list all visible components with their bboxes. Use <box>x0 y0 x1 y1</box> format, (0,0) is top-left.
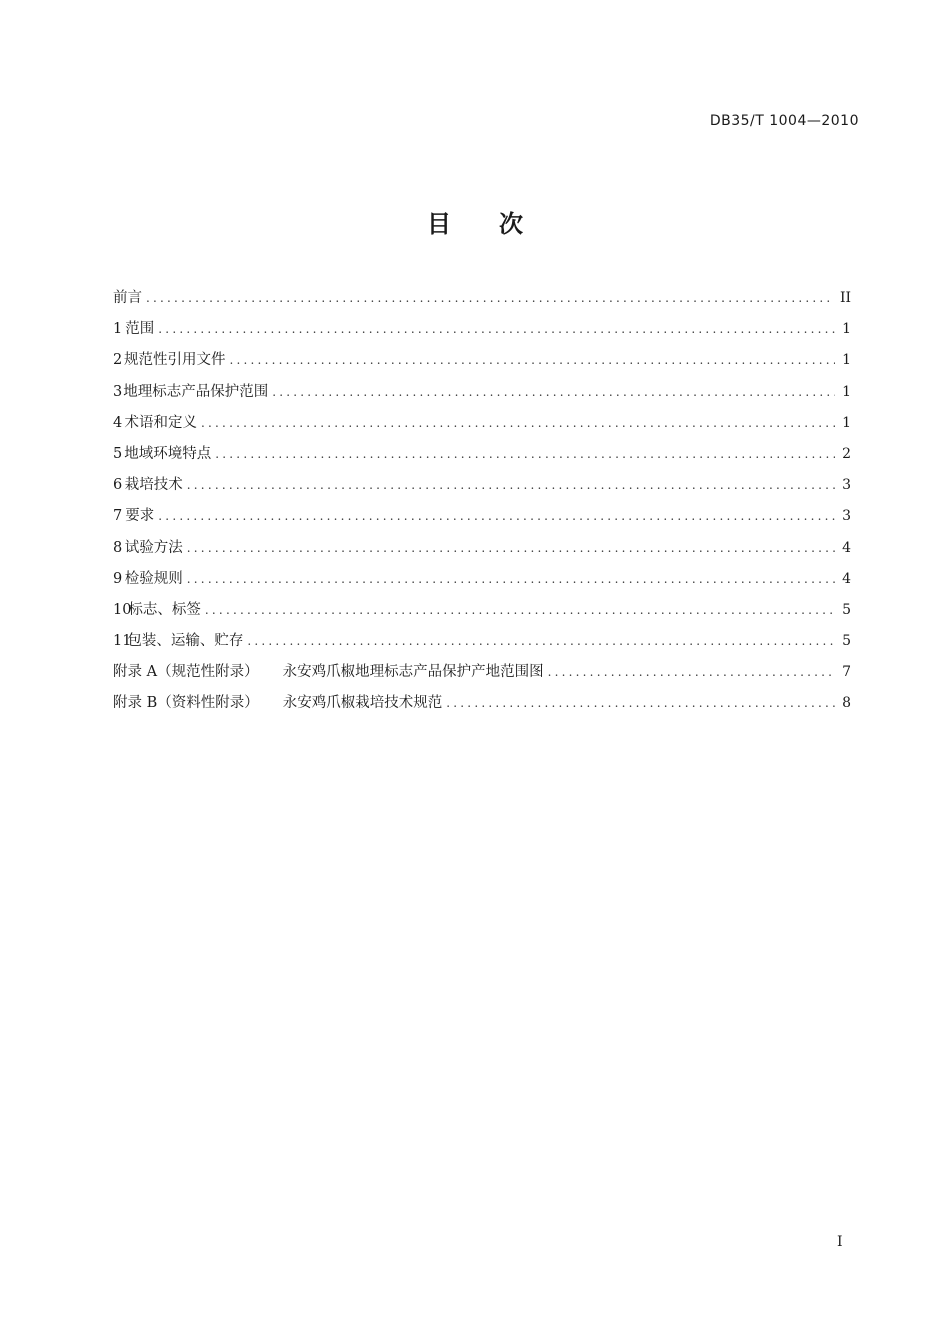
appendix-designation: 附录 B（资料性附录） <box>113 695 259 712</box>
toc-leader-dots <box>247 626 835 657</box>
toc-leader-dots <box>201 408 835 439</box>
toc-entry-page: 1 <box>842 383 851 400</box>
toc-entry-appendix-a[interactable] <box>113 657 851 688</box>
toc-entry-number: 2 <box>113 352 123 369</box>
toc-entry-11[interactable] <box>113 626 851 657</box>
toc-entry-number: 10 <box>113 601 132 618</box>
toc-entry-label: 术语和定义 <box>124 414 198 431</box>
toc-entry-number: 9 <box>113 570 123 587</box>
toc-leader-dots <box>187 564 835 595</box>
toc-entry-page: II <box>839 290 851 306</box>
toc-entry-label: 栽培技术 <box>124 477 183 494</box>
toc-entry-label: 检验规则 <box>124 570 183 587</box>
appendix-title: 永安鸡爪椒地理标志产品保护产地范围图 <box>282 664 544 681</box>
toc-entry-1[interactable] <box>113 314 851 345</box>
toc-entry-appendix-b[interactable] <box>113 688 851 719</box>
toc-entry-8[interactable] <box>113 533 851 564</box>
toc-leader-dots <box>158 314 835 345</box>
toc-entry-label: 地域环境特点 <box>124 445 212 462</box>
toc-entry-number: 6 <box>113 477 123 494</box>
toc-entry-number: 8 <box>113 539 123 556</box>
toc-entry-page: 8 <box>842 695 851 712</box>
toc-leader-dots <box>446 688 835 719</box>
toc-entry-label: 标志、标签 <box>128 601 201 618</box>
toc-leader-dots <box>548 657 835 688</box>
toc-leader-dots <box>146 283 834 314</box>
toc-leader-dots <box>215 439 835 470</box>
toc-entry-page: 3 <box>842 508 851 525</box>
toc-leader-dots <box>187 470 835 501</box>
toc-leader-dots <box>158 501 835 532</box>
toc-entry-6[interactable] <box>113 470 851 501</box>
toc-entry-label: 规范性引用文件 <box>124 352 226 369</box>
page-number: I <box>837 1234 843 1250</box>
toc-title: 目次 <box>427 210 571 238</box>
toc-entry-5[interactable] <box>113 439 851 470</box>
toc-entry-page: 3 <box>842 477 851 494</box>
toc-entry-label <box>113 657 544 688</box>
toc-entry-number: 5 <box>113 445 123 462</box>
toc-entry-label: 前言 <box>113 290 142 306</box>
toc-entry-page: 4 <box>842 539 851 556</box>
toc-entry-number: 7 <box>113 508 123 525</box>
toc-entry-page: 1 <box>842 352 851 369</box>
toc-entry-page: 2 <box>842 445 851 462</box>
toc-entry-page: 1 <box>842 321 851 338</box>
toc-entry-9[interactable] <box>113 564 851 595</box>
toc-entry-label: 范围 <box>125 321 155 338</box>
toc-entry-foreword[interactable] <box>113 283 851 314</box>
toc-entry-page: 5 <box>842 601 851 618</box>
toc-entry-10[interactable] <box>113 595 851 626</box>
toc-entry-label <box>113 688 442 719</box>
appendix-designation: 附录 A（规范性附录） <box>113 664 259 681</box>
toc-entry-label: 试验方法 <box>124 539 183 556</box>
toc-entry-page: 4 <box>842 570 851 587</box>
toc-entry-label: 地理标志产品保护范围 <box>123 383 269 400</box>
toc-entry-3[interactable] <box>113 377 851 408</box>
toc-entry-page: 7 <box>842 664 851 681</box>
toc-entry-number: 11 <box>113 633 132 650</box>
toc-leader-dots <box>230 345 836 376</box>
toc-entry-label: 包装、运输、贮存 <box>127 633 244 650</box>
toc-entry-label: 要求 <box>125 508 155 525</box>
toc-entry-number: 3 <box>113 383 123 400</box>
toc-entry-number: 4 <box>113 414 123 431</box>
toc-entry-2[interactable] <box>113 345 851 376</box>
toc-leader-dots <box>187 533 835 564</box>
appendix-title: 永安鸡爪椒栽培技术规范 <box>282 695 443 712</box>
toc-entry-7[interactable] <box>113 501 851 532</box>
toc-leader-dots <box>205 595 835 626</box>
toc-entry-4[interactable] <box>113 408 851 439</box>
toc-entry-page: 5 <box>842 633 851 650</box>
table-of-contents <box>113 283 851 720</box>
standard-code: DB35/T 1004—2010 <box>709 113 859 129</box>
toc-leader-dots <box>272 377 835 408</box>
toc-entry-page: 1 <box>842 414 851 431</box>
toc-entry-number: 1 <box>113 321 123 338</box>
